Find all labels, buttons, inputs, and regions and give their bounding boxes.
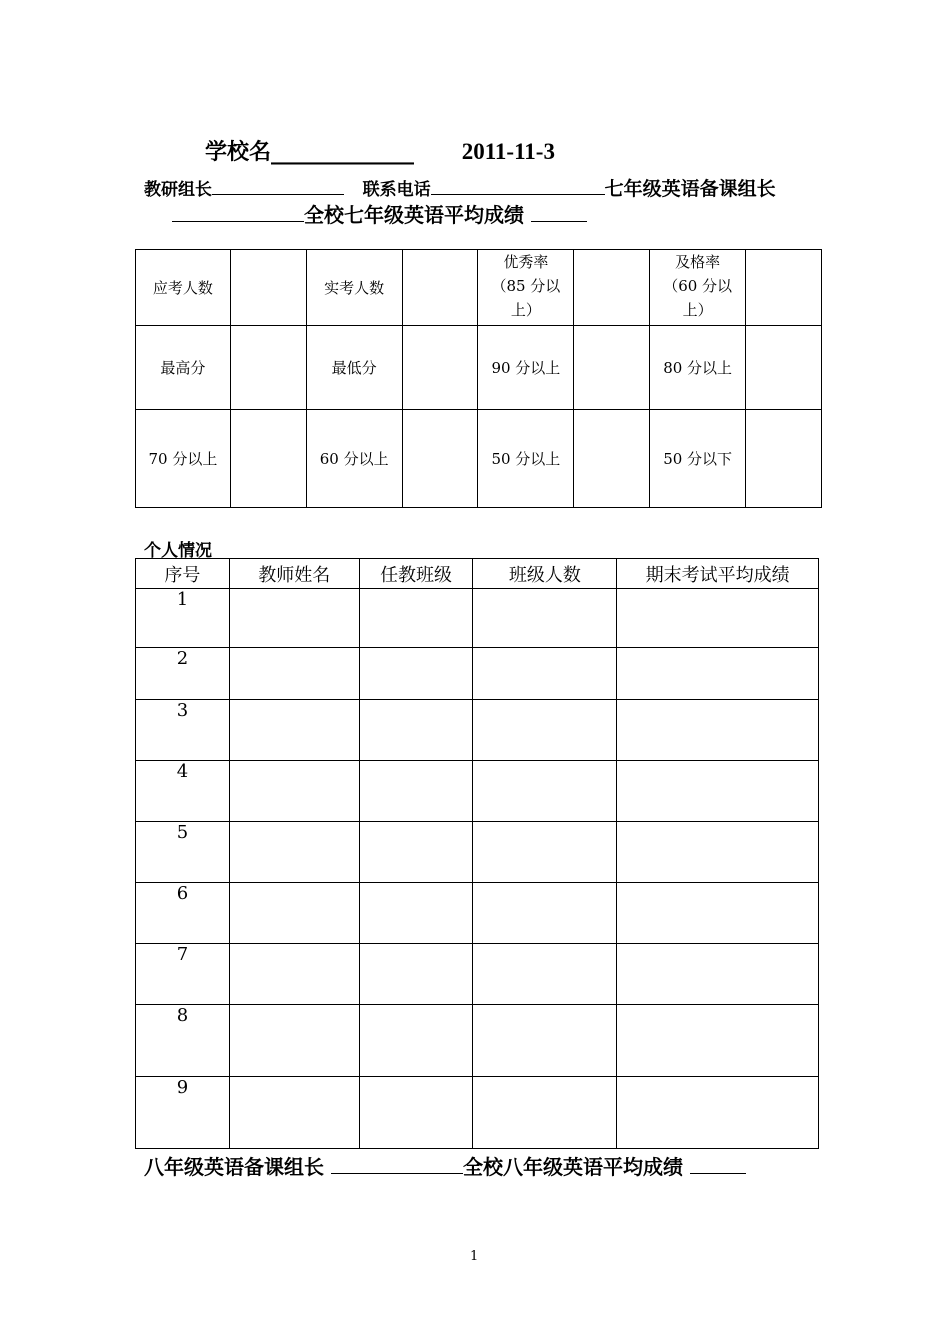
excellent-rate-line: （85 分以: [491, 277, 561, 295]
summary-cell: 70 分以上: [136, 410, 231, 508]
personal-table: [135, 558, 819, 1149]
summary-input-cell[interactable]: [746, 250, 822, 326]
summary-input-cell[interactable]: [574, 410, 650, 508]
class-size-cell[interactable]: [473, 648, 617, 700]
school-name-blank: _____________: [271, 139, 415, 165]
grade8-leader-blank: [331, 1155, 463, 1174]
class-cell[interactable]: [359, 1005, 473, 1077]
class-size-cell[interactable]: [473, 761, 617, 822]
class-size-cell[interactable]: [473, 883, 617, 944]
teacher-name-cell[interactable]: [229, 1077, 359, 1149]
summary-input-cell[interactable]: [574, 326, 650, 410]
table-row: [136, 589, 819, 648]
school-label: 学校名: [205, 139, 272, 165]
grade8-avg-label: 全校八年级英语平均成绩: [462, 1155, 683, 1179]
class-cell[interactable]: [359, 761, 473, 822]
class-cell[interactable]: [359, 822, 473, 883]
class-cell[interactable]: [359, 944, 473, 1005]
row-number: 8: [136, 1005, 230, 1077]
average-score-cell[interactable]: [617, 700, 819, 761]
report-date: 2011-11-3: [461, 139, 555, 164]
row-number: 4: [136, 761, 230, 822]
grade8-line: [144, 1151, 746, 1180]
row-number: 5: [136, 822, 230, 883]
class-size-cell[interactable]: [473, 822, 617, 883]
summary-cell: 最低分: [306, 326, 402, 410]
pass-rate-line: 及格率: [675, 253, 721, 271]
pass-rate-line: 上）: [682, 301, 713, 319]
column-header: 期末考试平均成绩: [617, 559, 819, 589]
class-size-cell[interactable]: [473, 1005, 617, 1077]
summary-cell: 90 分以上: [478, 326, 574, 410]
column-header: 教师姓名: [229, 559, 359, 589]
average-score-cell[interactable]: [617, 761, 819, 822]
page-number: 1: [470, 1249, 479, 1264]
summary-cell: 实考人数: [306, 250, 402, 326]
row-number: 9: [136, 1077, 230, 1149]
class-cell[interactable]: [359, 589, 473, 648]
class-cell[interactable]: [359, 883, 473, 944]
class-size-cell[interactable]: [473, 1077, 617, 1149]
row-number: 3: [136, 700, 230, 761]
research-leader-label: 教研组长: [144, 180, 212, 200]
phone-blank: [431, 176, 605, 195]
excellent-rate-line: 上）: [510, 301, 541, 319]
average-score-cell[interactable]: [617, 822, 819, 883]
teacher-name-cell[interactable]: [229, 700, 359, 761]
contact-line: [144, 174, 776, 201]
table-row: [136, 883, 819, 944]
average-score-cell[interactable]: [617, 944, 819, 1005]
grade7-leader-label: 七年级英语备课组长: [604, 178, 776, 200]
table-row: [136, 1005, 819, 1077]
title-line: [205, 135, 555, 166]
column-header: 班级人数: [473, 559, 617, 589]
class-size-cell[interactable]: [473, 700, 617, 761]
column-header: 任教班级: [359, 559, 473, 589]
teacher-name-cell[interactable]: [229, 648, 359, 700]
summary-input-cell[interactable]: [230, 410, 306, 508]
teacher-name-cell[interactable]: [229, 589, 359, 648]
average-score-cell[interactable]: [617, 589, 819, 648]
table-row: [136, 761, 819, 822]
summary-cell: 50 分以下: [650, 410, 746, 508]
summary-cell: 80 分以上: [650, 326, 746, 410]
grade8-avg-blank: [690, 1155, 746, 1174]
summary-cell: 60 分以上: [306, 410, 402, 508]
summary-cell-excellent-rate: [478, 250, 574, 326]
table-row: [136, 700, 819, 761]
summary-cell: 应考人数: [136, 250, 231, 326]
table-row: [136, 944, 819, 1005]
grade7-avg-label: 全校七年级英语平均成绩: [304, 203, 524, 227]
row-number: 6: [136, 883, 230, 944]
summary-cell: 50 分以上: [478, 410, 574, 508]
average-score-cell[interactable]: [617, 648, 819, 700]
row-number: 2: [136, 648, 230, 700]
grade8-leader-label: 八年级英语备课组长: [144, 1155, 324, 1179]
personal-section-label: 个人情况: [144, 541, 212, 561]
teacher-name-cell[interactable]: [229, 822, 359, 883]
average-score-cell[interactable]: [617, 1005, 819, 1077]
row-number: 1: [136, 589, 230, 648]
grade7-avg-blank: [531, 203, 587, 222]
average-score-cell[interactable]: [617, 883, 819, 944]
class-cell[interactable]: [359, 1077, 473, 1149]
grade7-line: [144, 199, 587, 228]
summary-input-cell[interactable]: [574, 250, 650, 326]
teacher-name-cell[interactable]: [229, 1005, 359, 1077]
average-score-cell[interactable]: [617, 1077, 819, 1149]
class-cell[interactable]: [359, 648, 473, 700]
summary-input-cell[interactable]: [402, 250, 478, 326]
teacher-name-cell[interactable]: [229, 883, 359, 944]
column-header: 序号: [136, 559, 230, 589]
summary-cell-pass-rate: [650, 250, 746, 326]
excellent-rate-line: 优秀率: [503, 253, 549, 271]
pass-rate-line: （60 分以: [663, 277, 733, 295]
summary-cell: 最高分: [136, 326, 231, 410]
summary-input-cell[interactable]: [402, 410, 478, 508]
summary-input-cell[interactable]: [230, 326, 306, 410]
table-row: [136, 648, 819, 700]
table-row: [136, 1077, 819, 1149]
summary-input-cell[interactable]: [402, 326, 478, 410]
phone-label: 联系电话: [362, 180, 431, 200]
class-size-cell[interactable]: [473, 589, 617, 648]
class-size-cell[interactable]: [473, 944, 617, 1005]
research-leader-blank: [212, 176, 344, 195]
row-number: 7: [136, 944, 230, 1005]
table-row: [136, 822, 819, 883]
teacher-name-cell[interactable]: [229, 944, 359, 1005]
summary-input-cell[interactable]: [230, 250, 306, 326]
grade7-leader-blank: [172, 203, 304, 222]
summary-input-cell[interactable]: [746, 410, 822, 508]
summary-input-cell[interactable]: [746, 326, 822, 410]
class-cell[interactable]: [359, 700, 473, 761]
teacher-name-cell[interactable]: [229, 761, 359, 822]
summary-table: [135, 249, 822, 508]
